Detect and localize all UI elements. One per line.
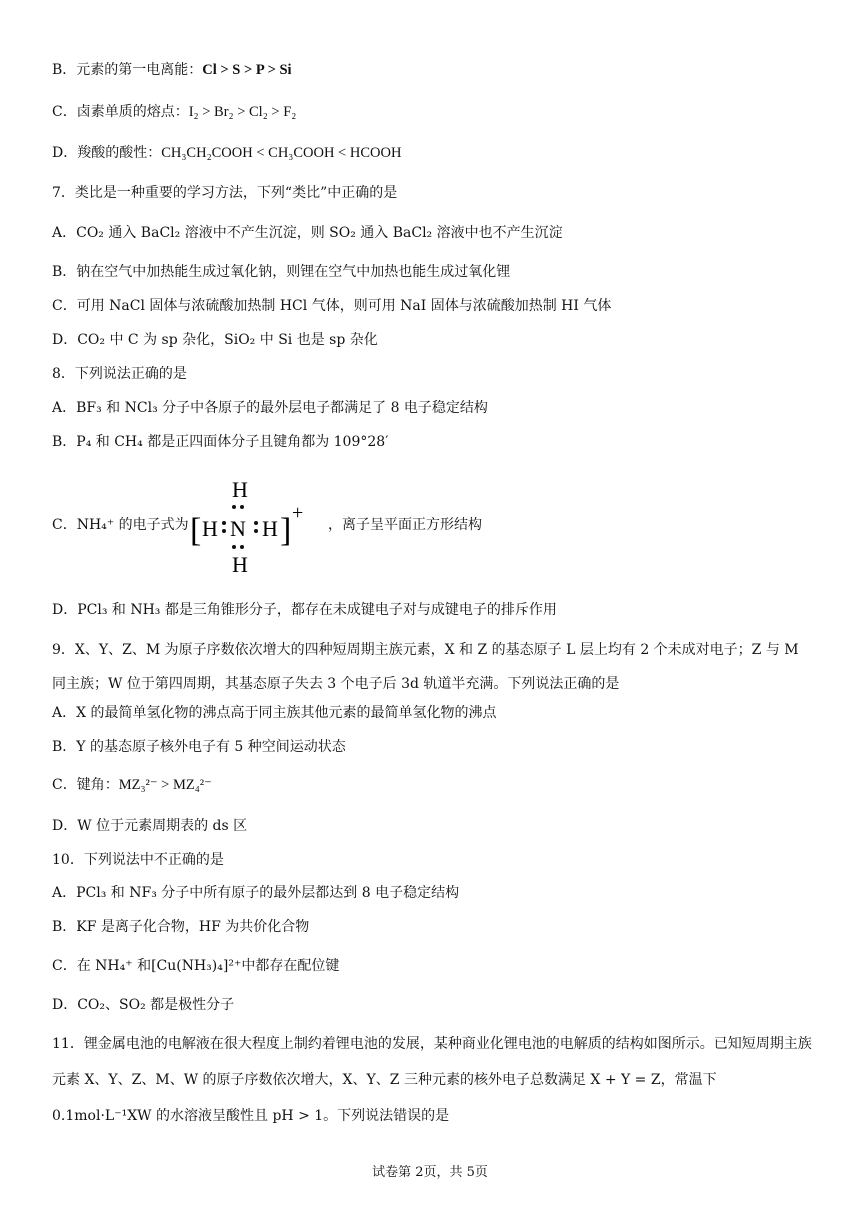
- option-9d: D．W 位于元素周期表的 ds 区: [52, 818, 248, 834]
- svg-text:[: [: [190, 512, 202, 549]
- option-8d: D．PCl₃ 和 NH₃ 都是三角锥形分子，都存在未成键电子对与成键电子的排斥作用: [52, 602, 557, 618]
- option-6c: C．卤素单质的熔点：I₂ > Br₂ > Cl₂ > F₂: [52, 104, 297, 120]
- option-6d: D．羧酸的酸性：CH₃CH₂COOH < CH₃COOH < HCOOH: [52, 145, 402, 161]
- question-11: 11．锂金属电池的电解液在很大程度上制约着锂电池的发展，某种商业化锂电池的电解质的结构如图所示。已知短周期主族元素 X、Y、Z、M、W 的原子序数依次增大，X、Y、Z 三种元素的核外电子总数满足 X + Y = Z，常温下 0.1mol·L⁻¹XW 的水溶液呈酸性且 pH > 1。下列说法错误的是: [52, 1036, 812, 1124]
- question-10: 10．下列说法中不正确的是: [52, 852, 224, 868]
- lewis-atom-h-top: H: [232, 477, 248, 502]
- option-10b: B．KF 是离子化合物，HF 为共价化合物: [52, 919, 310, 935]
- question-8: 8．下列说法正确的是: [52, 366, 187, 382]
- svg-text:]: ]: [280, 512, 292, 549]
- question-7: 7．类比是一种重要的学习方法，下列“类比”中正确的是: [52, 185, 398, 201]
- option-10d: D．CO₂、SO₂ 都是极性分子: [52, 997, 235, 1013]
- lewis-atom-h-left: H: [202, 516, 218, 541]
- option-10a: A．PCl₃ 和 NF₃ 分子中所有原子的最外层都达到 8 电子稳定结构: [52, 885, 460, 901]
- question-9: 9．X、Y、Z、M 为原子序数依次增大的四种短周期主族元素，X 和 Z 的基态原子 L 层上均有 2 个未成对电子；Z 与 M 同主族；W 位于第四周期，其基态原子失去 3 个电子后 3d 轨道半充满。下列说法正确的是: [52, 642, 799, 692]
- option-7c: C．可用 NaCl 固体与浓硫酸加热制 HCl 气体，则可用 NaI 固体与浓硫酸加热制 HI 气体: [52, 298, 612, 314]
- option-7a: A．CO₂ 通入 BaCl₂ 溶液中不产生沉淀，则 SO₂ 通入 BaCl₂ 溶液中也不产生沉淀: [52, 225, 563, 241]
- ammonium-lewis-structure: [186, 477, 326, 577]
- lewis-atom-h-bottom: H: [232, 552, 248, 577]
- option-9b: B．Y 的基态原子核外电子有 5 种空间运动状态: [52, 739, 346, 755]
- option-8a: A．BF₃ 和 NCl₃ 分子中各原子的最外层电子都满足了 8 电子稳定结构: [52, 400, 488, 416]
- option-10c: C．在 NH₄⁺ 和[Cu(NH₃)₄]²⁺中都存在配位键: [52, 958, 340, 974]
- lewis-atom-h-right: H: [262, 516, 278, 541]
- option-9a: A．X 的最简单氢化物的沸点高于同主族其他元素的最简单氢化物的沸点: [52, 705, 497, 721]
- option-8b: B．P₄ 和 CH₄ 都是正四面体分子且键角都为 109°28′: [52, 434, 389, 450]
- exam-page: B．元素的第一电离能：Cl > S > P > Si C．卤素单质的熔点：I₂ > Br₂ > Cl₂ > F₂ D．羧酸的酸性：CH₃CH₂COOH < CH₃COOH < HCOOH 7．类比是一种重要的学习方法，下列“类比”中正确的是 A．CO₂ 通入 BaCl₂ 溶液中不产生沉淀，则 SO₂ 通入 BaCl₂ 溶液中也不产生沉淀 B．钠在空气中加热能生成过氧化钠，则锂在空气中加热也能生成过氧化锂 C．可用 NaCl 固体与浓硫酸加热制 HCl 气体，则可用 NaI 固体与浓硫酸加热制 HI 气体 D．CO₂ 中 C 为 sp 杂化，SiO₂ 中 Si 也是 sp 杂化 8．下列说法正确的是 A．BF₃ 和 NCl₃ 分子中各原子的最外层电子都满足了 8 电子稳定结构 B．P₄ 和 CH₄ 都是正四面体分子且键角都为 109°28′ C．NH₄⁺ 的电子式为 [ H N H H H ] + ，离子呈平面正方形结构 D．PCl₃ 和 NH₃ 都是三角锥形分子，都存在未成键电子对与成键电子的排斥作用 9．X、Y、Z、M 为原子序数依次增大的四种短周期主族元素，X 和 Z 的基态原子 L 层上均有 2 个未成对电子；Z 与 M 同主族；W 位于第四周期，其基态原子失去 3 个电子后 3d 轨道半充满。下列说法正确的是 A．X 的最简单氢化物的沸点高于同主族其他元素的最简单氢化物的沸点 B．Y 的基态原子核外电子有 5 种空间运动状态 C．键角：MZ₃²⁻ > MZ₄²⁻ D．W 位于元素周期表的 ds 区 10．下列说法中不正确的是 A．PCl₃ 和 NF₃ 分子中所有原子的最外层都达到 8 电子稳定结构 B．KF 是离子化合物，HF 为共价化合物 C．在 NH₄⁺ 和[Cu(NH₃)₄]²⁺中都存在配位键 D．CO₂、SO₂ 都是极性分子 11．锂金属电池的电解液在很大程度上制约着锂电池的发展，某种商业化锂电池的电解质的结构如图所示。已知短周期主族元素 X、Y、Z、M、W 的原子序数依次增大，X、Y、Z 三种元素的核外电子总数满足 X + Y = Z，常温下 0.1mol·L⁻¹XW 的水溶液呈酸性且 pH > 1。下列说法错误的是 试卷第 2页，共 5页: [0, 0, 860, 1216]
- option-6b: B．元素的第一电离能：Cl > S > P > Si: [52, 62, 292, 78]
- lewis-atom-n: N: [230, 516, 246, 541]
- option-9c: C．键角：MZ₃²⁻ > MZ₄²⁻: [52, 777, 212, 793]
- option-7d: D．CO₂ 中 C 为 sp 杂化，SiO₂ 中 Si 也是 sp 杂化: [52, 332, 378, 348]
- page-footer: 试卷第 2页，共 5页: [372, 1165, 488, 1180]
- lewis-charge: +: [292, 502, 304, 524]
- option-7b: B．钠在空气中加热能生成过氧化钠，则锂在空气中加热也能生成过氧化锂: [52, 264, 511, 280]
